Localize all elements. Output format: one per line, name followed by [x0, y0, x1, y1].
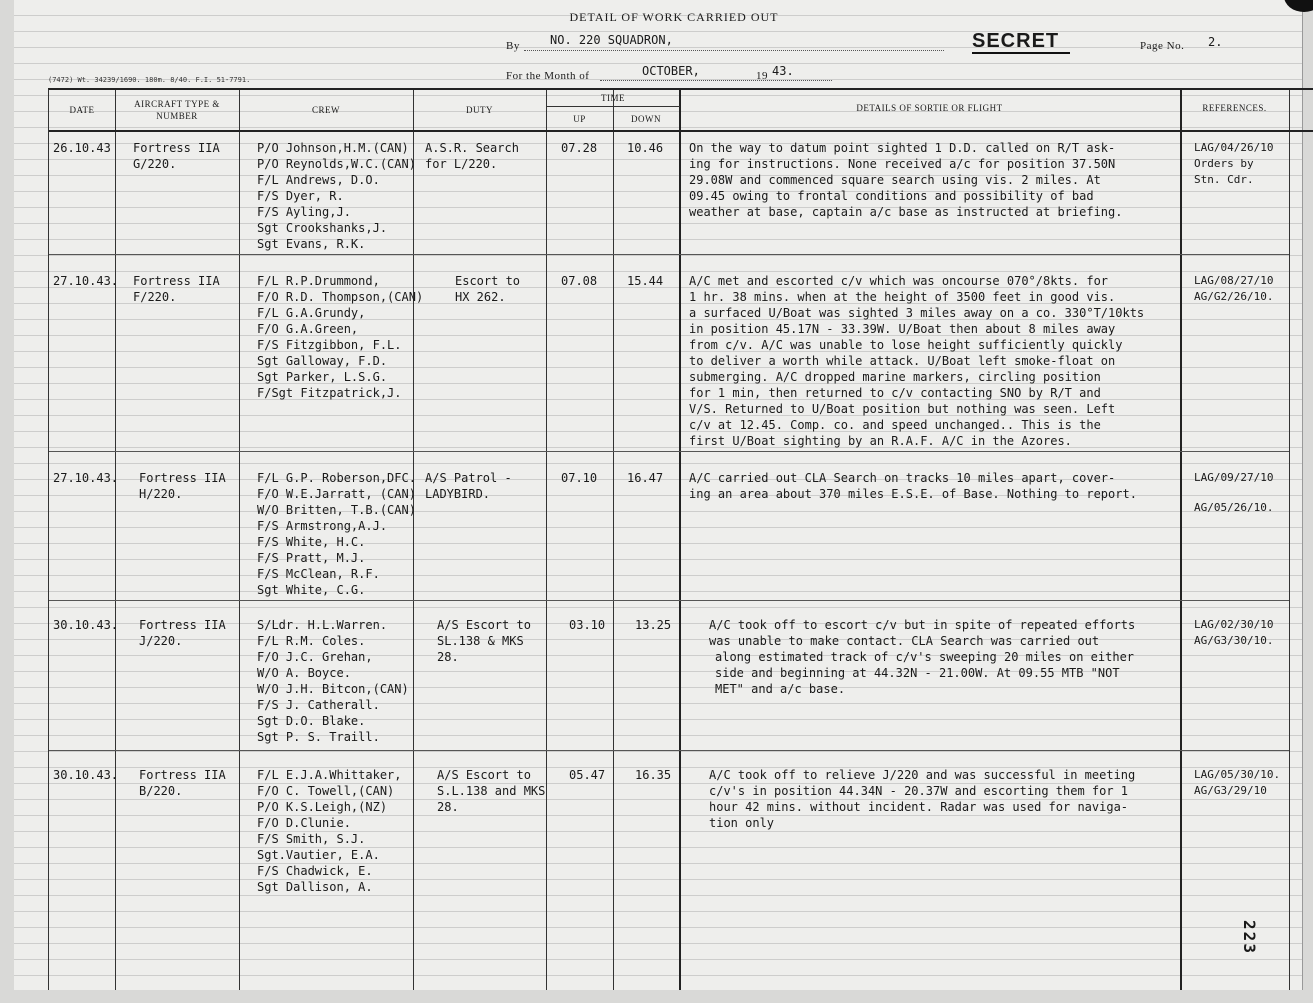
entry-date: 30.10.43.: [53, 618, 119, 632]
reference: Stn. Cdr.: [1194, 173, 1254, 186]
details-line: 1 hr. 38 mins. when at the height of 3500 feet in good vis.: [689, 290, 1116, 304]
crew-member: F/S J. Catherall.: [257, 698, 380, 712]
crew-member: Sgt D.O. Blake.: [257, 714, 366, 728]
details-line: tion only: [709, 816, 775, 830]
col-time: TIME: [601, 93, 625, 103]
duty-text: A.S.R. Search: [425, 141, 519, 155]
duty-text: for L/220.: [425, 157, 498, 171]
details-line: side and beginning at 44.32N - 21.00W. At 09.55 MTB "NOT: [715, 666, 1120, 680]
reference: LAG/04/26/10: [1194, 141, 1274, 154]
details-line: ing an area about 370 miles E.S.E. of Base. Nothing to report.: [689, 487, 1137, 501]
crew-member: F/O J.C. Grehan,: [257, 650, 373, 664]
duty-text: Escort to: [455, 274, 521, 288]
crew-member: P/O Reynolds,W.C.(CAN): [257, 157, 416, 171]
time-up: 07.10: [561, 471, 598, 485]
duty-text: S.L.138 and MKS: [437, 784, 546, 798]
year-value: 43.: [772, 64, 794, 78]
details-line: a surfaced U/Boat was sighted 3 miles away on a co. 330°T/10kts: [689, 306, 1145, 320]
month-value: OCTOBER,: [642, 64, 700, 78]
details-line: along estimated track of c/v's sweeping 20 miles on either: [715, 650, 1135, 664]
time-down: 16.47: [627, 471, 664, 485]
aircraft-number: B/220.: [139, 784, 183, 798]
details-line: was unable to make contact. CLA Search was carried out: [709, 634, 1100, 648]
reference: LAG/08/27/10: [1194, 274, 1274, 287]
details-line: A/C took off to relieve J/220 and was successful in meeting: [709, 768, 1136, 782]
time-down: 10.46: [627, 141, 664, 155]
details-line: weather at base, captain a/c base as instructed at briefing.: [689, 205, 1123, 219]
duty-text: SL.138 & MKS: [437, 634, 524, 648]
duty-text: HX 262.: [455, 290, 506, 304]
entry-date: 27.10.43.: [53, 471, 119, 485]
binder-hole: [1284, 0, 1313, 12]
sortie-table: [48, 88, 1313, 990]
year-prefix: 19: [756, 70, 768, 82]
crew-member: F/O W.E.Jarratt, (CAN): [257, 487, 416, 501]
details-line: ing for instructions. None received a/c for position 37.50N: [689, 157, 1116, 171]
crew-member: F/S McClean, R.F.: [257, 567, 380, 581]
col-date: DATE: [69, 105, 95, 115]
details-line: MET" and a/c base.: [715, 682, 846, 696]
crew-member: Sgt Evans, R.K.: [257, 237, 366, 251]
crew-member: F/S White, H.C.: [257, 535, 366, 549]
col-duty: DUTY: [466, 105, 493, 115]
reference: LAG/05/30/10.: [1194, 768, 1281, 781]
aircraft-number: F/220.: [133, 290, 177, 304]
col-references: REFERENCES.: [1202, 103, 1267, 113]
duty-text: A/S Escort to: [437, 618, 531, 632]
month-label: For the Month of: [506, 70, 590, 82]
duty-text: LADYBIRD.: [425, 487, 491, 501]
col-aircraft: AIRCRAFT TYPE & NUMBER: [134, 99, 220, 121]
details-line: A/C carried out CLA Search on tracks 10 miles apart, cover-: [689, 471, 1116, 485]
time-up: 03.10: [569, 618, 606, 632]
details-line: first U/Boat sighting by an R.A.F. A/C in the Azores.: [689, 434, 1072, 448]
details-line: A/C took off to escort c/v but in spite of repeated efforts: [709, 618, 1136, 632]
crew-member: P/O K.S.Leigh,(NZ): [257, 800, 388, 814]
details-line: to deliver a worth while attack. U/Boat left smoke-float on: [689, 354, 1116, 368]
reference: LAG/02/30/10: [1194, 618, 1274, 631]
by-label: By: [506, 40, 520, 52]
archive-stamp: 223: [1239, 920, 1259, 955]
entry-date: 27.10.43.: [53, 274, 119, 288]
crew-member: F/O R.D. Thompson,(CAN): [257, 290, 424, 304]
reference: AG/05/26/10.: [1194, 501, 1274, 514]
reference: Orders by: [1194, 157, 1254, 170]
aircraft-number: H/220.: [139, 487, 183, 501]
aircraft-type: Fortress IIA: [133, 274, 220, 288]
col-down: DOWN: [631, 114, 661, 124]
crew-member: Sgt Parker, L.S.G.: [257, 370, 388, 384]
reference: LAG/09/27/10: [1194, 471, 1274, 484]
page-number: 2.: [1208, 35, 1223, 49]
crew-member: F/L G.A.Grundy,: [257, 306, 366, 320]
details-line: in position 45.17N - 33.39W. U/Boat then about 8 miles away: [689, 322, 1116, 336]
duty-text: A/S Patrol -: [425, 471, 512, 485]
crew-member: F/Sgt Fitzpatrick,J.: [257, 386, 402, 400]
time-up: 05.47: [569, 768, 606, 782]
crew-member: F/L R.M. Coles.: [257, 634, 366, 648]
time-down: 15.44: [627, 274, 664, 288]
reference: AG/G3/30/10.: [1194, 634, 1274, 647]
reference: AG/G3/29/10: [1194, 784, 1267, 797]
details-line: A/C met and escorted c/v which was oncourse 070°/8kts. for: [689, 274, 1109, 288]
crew-member: F/S Pratt, M.J.: [257, 551, 366, 565]
by-underline: [524, 50, 944, 51]
details-line: hour 42 mins. without incident. Radar was used for naviga-: [709, 800, 1129, 814]
crew-member: Sgt Galloway, F.D.: [257, 354, 388, 368]
time-up: 07.28: [561, 141, 598, 155]
crew-member: F/L E.J.A.Whittaker,: [257, 768, 402, 782]
aircraft-number: J/220.: [139, 634, 183, 648]
duty-text: A/S Escort to: [437, 768, 531, 782]
classification: SECRET: [972, 30, 1060, 52]
crew-member: F/O D.Clunie.: [257, 816, 351, 830]
crew-member: P/O Johnson,H.M.(CAN): [257, 141, 409, 155]
duty-text: 28.: [437, 800, 459, 814]
details-line: c/v's in position 44.34N - 20.37W and escorting them for 1: [709, 784, 1129, 798]
month-underline: [600, 80, 832, 81]
aircraft-type: Fortress IIA: [139, 471, 226, 485]
crew-member: F/S Armstrong,A.J.: [257, 519, 388, 533]
squadron-name: NO. 220 SQUADRON,: [550, 33, 673, 47]
aircraft-number: G/220.: [133, 157, 177, 171]
details-line: for 1 min, then returned to c/v contacting SNO by R/T and: [689, 386, 1101, 400]
crew-member: Sgt P. S. Traill.: [257, 730, 380, 744]
crew-member: Sgt Crookshanks,J.: [257, 221, 388, 235]
crew-member: F/S Smith, S.J.: [257, 832, 366, 846]
details-line: 09.45 owing to frontal conditions and possibility of bad: [689, 189, 1094, 203]
form-title: DETAIL OF WORK CARRIED OUT: [569, 10, 779, 24]
crew-member: F/O C. Towell,(CAN): [257, 784, 395, 798]
aircraft-type: Fortress IIA: [133, 141, 220, 155]
entry-date: 30.10.43.: [53, 768, 119, 782]
crew-member: F/S Ayling,J.: [257, 205, 351, 219]
col-details: DETAILS OF SORTIE OR FLIGHT: [856, 103, 1003, 113]
details-line: from c/v. A/C was unable to lose height sufficiently quickly: [689, 338, 1123, 352]
crew-member: F/S Fitzgibbon, F.L.: [257, 338, 402, 352]
details-line: V/S. Returned to U/Boat position but nothing was seen. Left: [689, 402, 1116, 416]
col-up: UP: [573, 114, 586, 124]
crew-member: F/L G.P. Roberson,DFC.: [257, 471, 416, 485]
aircraft-type: Fortress IIA: [139, 618, 226, 632]
form-sheet: [14, 0, 1303, 990]
crew-member: W/O Britten, T.B.(CAN): [257, 503, 416, 517]
duty-text: 28.: [437, 650, 459, 664]
time-up: 07.08: [561, 274, 598, 288]
col-crew: CREW: [312, 105, 340, 115]
crew-member: Sgt Dallison, A.: [257, 880, 373, 894]
page-label: Page No.: [1140, 40, 1185, 52]
crew-member: W/O A. Boyce.: [257, 666, 351, 680]
crew-member: Sgt.Vautier, E.A.: [257, 848, 380, 862]
details-line: submerging. A/C dropped marine markers, circling position: [689, 370, 1101, 384]
aircraft-type: Fortress IIA: [139, 768, 226, 782]
details-line: 29.08W and commenced square search using vis. 2 miles. At: [689, 173, 1101, 187]
crew-member: S/Ldr. H.L.Warren.: [257, 618, 388, 632]
classification-underline: [972, 52, 1070, 54]
details-line: On the way to datum point sighted 1 D.D. called on R/T ask-: [689, 141, 1116, 155]
reference: AG/G2/26/10.: [1194, 290, 1274, 303]
entry-date: 26.10.43: [53, 141, 111, 155]
crew-member: F/S Dyer, R.: [257, 189, 344, 203]
details-line: c/v at 12.45. Comp. co. and speed unchanged.. This is the: [689, 418, 1101, 432]
crew-member: F/O G.A.Green,: [257, 322, 359, 336]
time-down: 13.25: [635, 618, 672, 632]
print-reference: (7472) Wt. 34239/1690. 180m. 8/40. F.I. 51-7791.: [48, 76, 251, 84]
crew-member: F/S Chadwick, E.: [257, 864, 373, 878]
time-down: 16.35: [635, 768, 672, 782]
crew-member: W/O J.H. Bitcon,(CAN): [257, 682, 409, 696]
crew-member: Sgt White, C.G.: [257, 583, 366, 597]
crew-member: F/L R.P.Drummond,: [257, 274, 380, 288]
crew-member: F/L Andrews, D.O.: [257, 173, 380, 187]
